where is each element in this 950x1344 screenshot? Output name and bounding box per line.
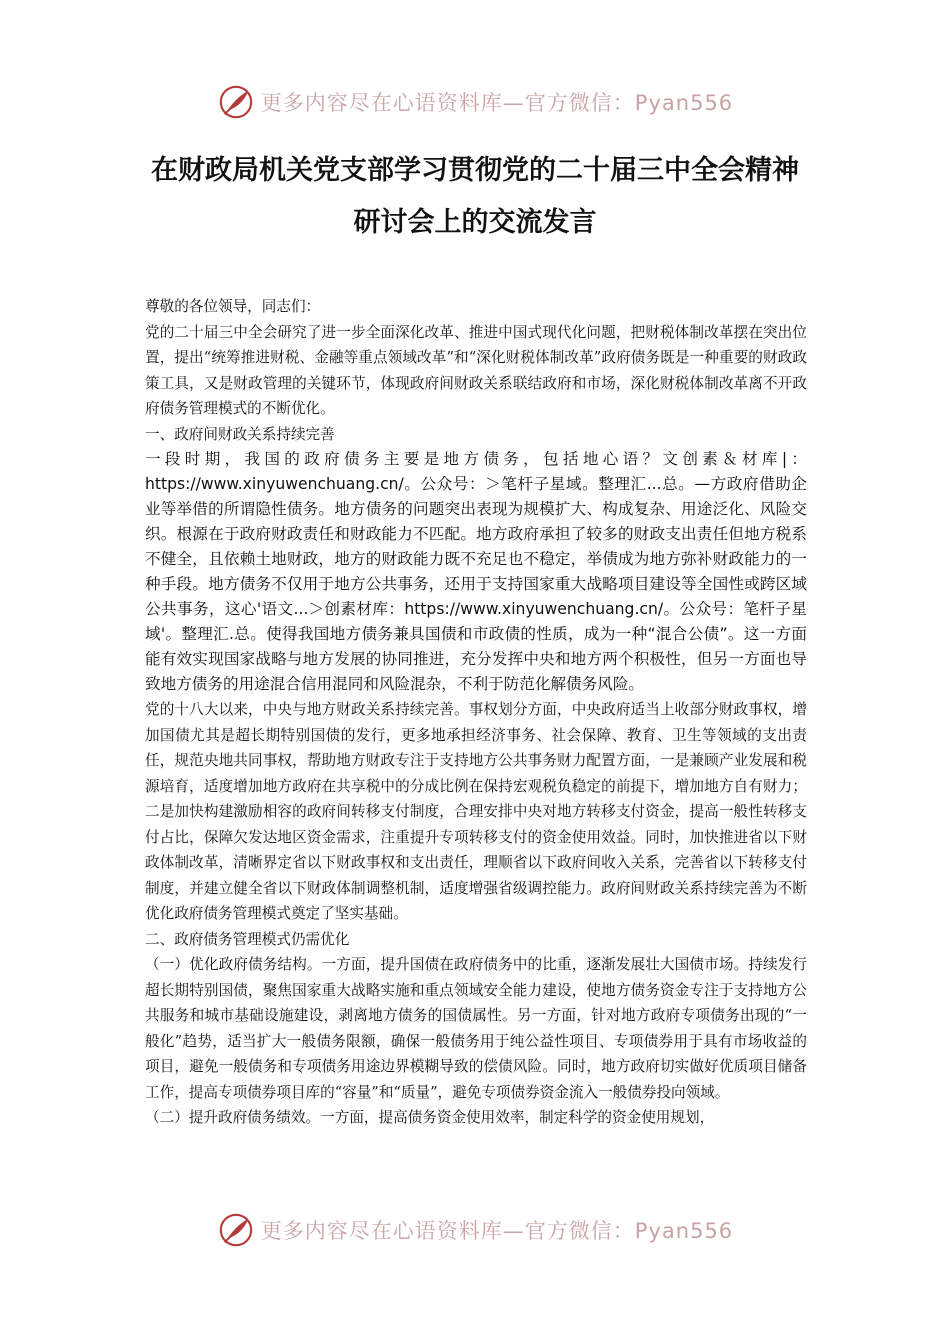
document-body <box>145 294 807 1131</box>
section-heading: 二、政府债务管理模式仍需优化 <box>145 930 350 948</box>
feather-quill-icon <box>217 1211 255 1249</box>
paragraph: 党的二十届三中全会研究了进一步全面深化改革、推进中国式现代化问题，把财税体制改革摆在突出位置，提出“统筹推进财税、金融等重点领域改革”和“深化财税体制改革”政府债务既是一种重要的财政政策工具，又是财政管理的关键环节，体现政府间财政关系联结政府和市场，深化财税体制改革离不开政府债务管理模式的不断优化。 <box>145 323 807 417</box>
paragraph: （二）提升政府债务绩效。一方面，提高债务资金使用效率，制定科学的资金使用规划， <box>145 1109 715 1126</box>
paragraph: 尊敬的各位领导，同志们： <box>145 298 321 315</box>
watermark-text: 更多内容尽在心语资料库—官方微信：Pyan556 <box>260 1219 734 1243</box>
paragraph: （一）优化政府债务结构。一方面，提升国债在政府债务中的比重，逐渐发展壮大国债市场。持续发行超长期特别国债，聚焦国家重大战略实施和重点领域安全能力建设，使地方债务资金专注于支持地方公共服务和城市基础设施建设，剥离地方债务的国债属性。另一方面，针对地方政府专项债务出现的“一般化”趋势，适当扩大一般债务限额，确保一般债务用于纯公益性项目、专项债券用于具有市场收益的项目，避免一般债务和专项债务用途边界模糊导致的偿债风险。同时，地方政府切实做好优质项目储备工作，提高专项债券项目库的“容量”和“质量”，避免专项债券资金流入一般债券投向领域。 <box>145 956 807 1101</box>
watermark-text: 更多内容尽在心语资料库—官方微信：Pyan556 <box>260 91 734 115</box>
watermark-header <box>0 80 950 124</box>
paragraph: 党的十八大以来，中央与地方财政关系持续完善。事权划分方面，中央政府适当上收部分财政事权，增加国债尤其是超长期特别国债的发行，更多地承担经济事务、社会保障、教育、卫生等领域的支出责任，规范央地共同事权，帮助地方财政专注于支持地方公共事务财力配置方面，一是兼顾产业发展和税源培育，适度增加地方政府在共享税中的分成比例在保持宏观税负稳定的前提下，增加地方自有财力；二是加快构建激励相容的政府间转移支付制度，合理安排中央对地方转移支付资金，提高一般性转移支付占比，保障欠发达地区资金需求，注重提升专项转移支付的资金使用效益。同时，加快推进省以下财政体制改革，清晰界定省以下财政事权和支出责任，理顺省以下政府间收入关系，完善省以下转移支付制度，并建立健全省以下财政体制调整机制，适度增强省级调控能力。政府间财政关系持续完善为不断优化政府债务管理模式奠定了坚实基础。 <box>145 701 807 922</box>
feather-quill-icon <box>217 83 255 121</box>
document-title: 在财政局机关党支部学习贯彻党的二十届三中全会精神研讨会上的交流发言 <box>151 155 799 238</box>
watermark-footer <box>0 1208 950 1252</box>
paragraph: 一段时期，我国的政府债务主要是地方债务，包括地心语？文创素＆材库|：https://www.xinyuwenchuang.cn/。公众号：＞笔杆子星域。整理汇...总。—方政府借助企业等举借的所谓隐性债务。地方债务的问题突出表现为规模扩大、构成复杂、用途泛化、风险交织。根源在于政府财政责任和财政能力不匹配。地方政府承担了较多的财政支出责任但地方税系不健全，且依赖土地财政，地方的财政能力既不充足也不稳定，举债成为地方弥补财政能力的一种手段。地方债务不仅用于地方公共事务，还用于支持国家重大战略项目建设等全国性或跨区域公共事务，这心'语文...＞创素材库：https://www.xinyuwenchuang.cn/。公众号：笔杆子星域'。整理汇.总。使得我国地方债务兼具国债和市政债的性质，成为一种“混合公债”。这一方面能有效实现国家战略与地方发展的协同推进，充分发挥中央和地方两个积极性，但另一方面也导致地方债务的用途混合信用混同和风险混杂，不利于防范化解债务风险。 <box>145 450 807 693</box>
section-heading: 一、政府间财政关系持续完善 <box>145 425 335 443</box>
